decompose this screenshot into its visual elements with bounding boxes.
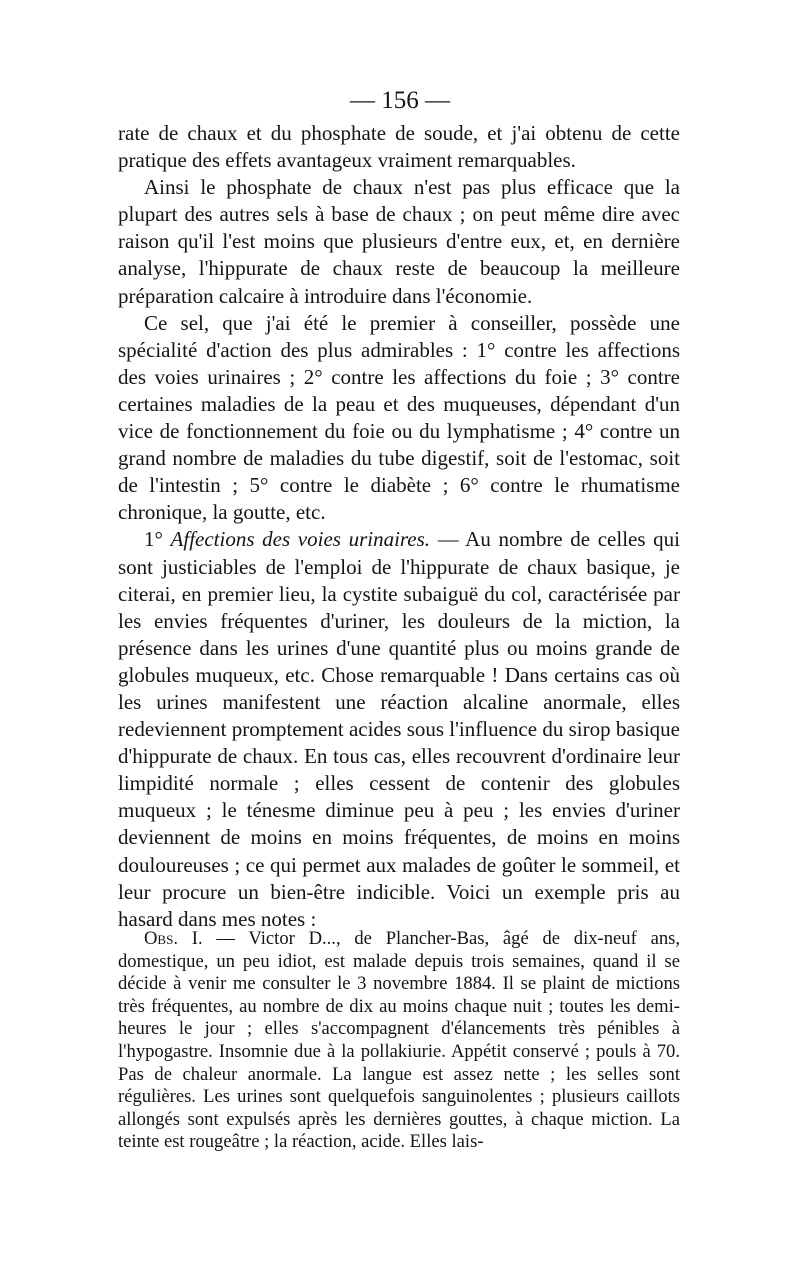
section-title: Affections des voies urinaires. — [170, 527, 431, 552]
paragraph-continuation: rate de chaux et du phosphate de soude, et j'ai obtenu de cette pratique des effets avantageux vraiment remarquables. — [118, 121, 680, 173]
observation-label: Obs. I. — [144, 928, 203, 949]
paragraph-specialite: Ce sel, que j'ai été le premier à conseiller, possède une spécialité d'action des plus admirables : 1° contre les affections des voies urinaires ; 2° contre les affections du foie ; 3° contre certaines maladies de la peau et des muqueuses, dépendant d'un vice de fonctionnement du foie ou du lymphatisme ; 4° contre un grand nombre de maladies du tube digestif, soit de l'estomac, soit de l'intestin ; 5° contre le diabète ; 6° contre le rhumatisme chronique, la goutte, etc. — [118, 310, 680, 525]
page-number-header: — 156 — — [350, 87, 450, 114]
section-number: 1° — [144, 527, 163, 552]
observation-block — [118, 928, 680, 1154]
section-body: — Au nombre de celles qui sont justiciables de l'emploi de l'hippurate de chaux basique, je citerai, en premier lieu, la cystite subaiguë du col, caractérisée par les envies fréquentes d'uriner, les douleurs de la miction, la présence dans les urines d'une quantité plus ou moins grande de globules muqueux, etc. Chose remarquable ! Dans certains cas où les urines manifestent une réaction alcaline anormale, elles redeviennent promptement acides sous l'influence du sirop basique d'hippurate de chaux. En tous cas, elles recouvrent d'ordinaire leur limpidité normale ; elles cessent de contenir des globules muqueux ; le ténesme diminue peu à peu ; les envies d'uriner deviennent de moins en moins fréquentes, de moins en moins douloureuses ; ce qui permet aux malades de goûter le sommeil, et leur procure un bien-être indicible. Voici un exemple pris au hasard dans mes notes : — [118, 527, 680, 931]
observation-body: — Victor D..., de Plancher-Bas, âgé de dix-neuf ans, domestique, un peu idiot, est malade depuis trois semaines, quand il se décide à venir me consulter le 3 novembre 1884. Il se plaint de mictions très fréquentes, au nombre de dix au moins chaque nuit ; toutes les demi-heures le jour ; elles s'accompagnent d'élancements très pénibles à l'hypogastre. Insomnie due à la pollakiurie. Appétit conservé ; pouls à 70. Pas de chaleur anormale. La langue est assez nette ; les selles sont régulières. Les urines sont quelquefois sanguinolentes ; plusieurs caillots allongés sont expulsés après les dernières gouttes, à chaque miction. La teinte est rougeâtre ; la réaction, acide. Elles lais- — [118, 928, 681, 1153]
observation-paragraph — [118, 928, 680, 1154]
paragraph-phosphate: Ainsi le phosphate de chaux n'est pas plus efficace que la plupart des autres sels à base de chaux ; on peut même dire avec raison qu'il l'est moins que plusieurs d'entre eux, et, en dernière analyse, l'hippurate de chaux reste de beaucoup la meilleure préparation calcaire à introduire dans l'économie. — [118, 175, 680, 308]
main-text-block — [118, 120, 680, 933]
paragraph-affections-urinaires — [118, 526, 680, 932]
